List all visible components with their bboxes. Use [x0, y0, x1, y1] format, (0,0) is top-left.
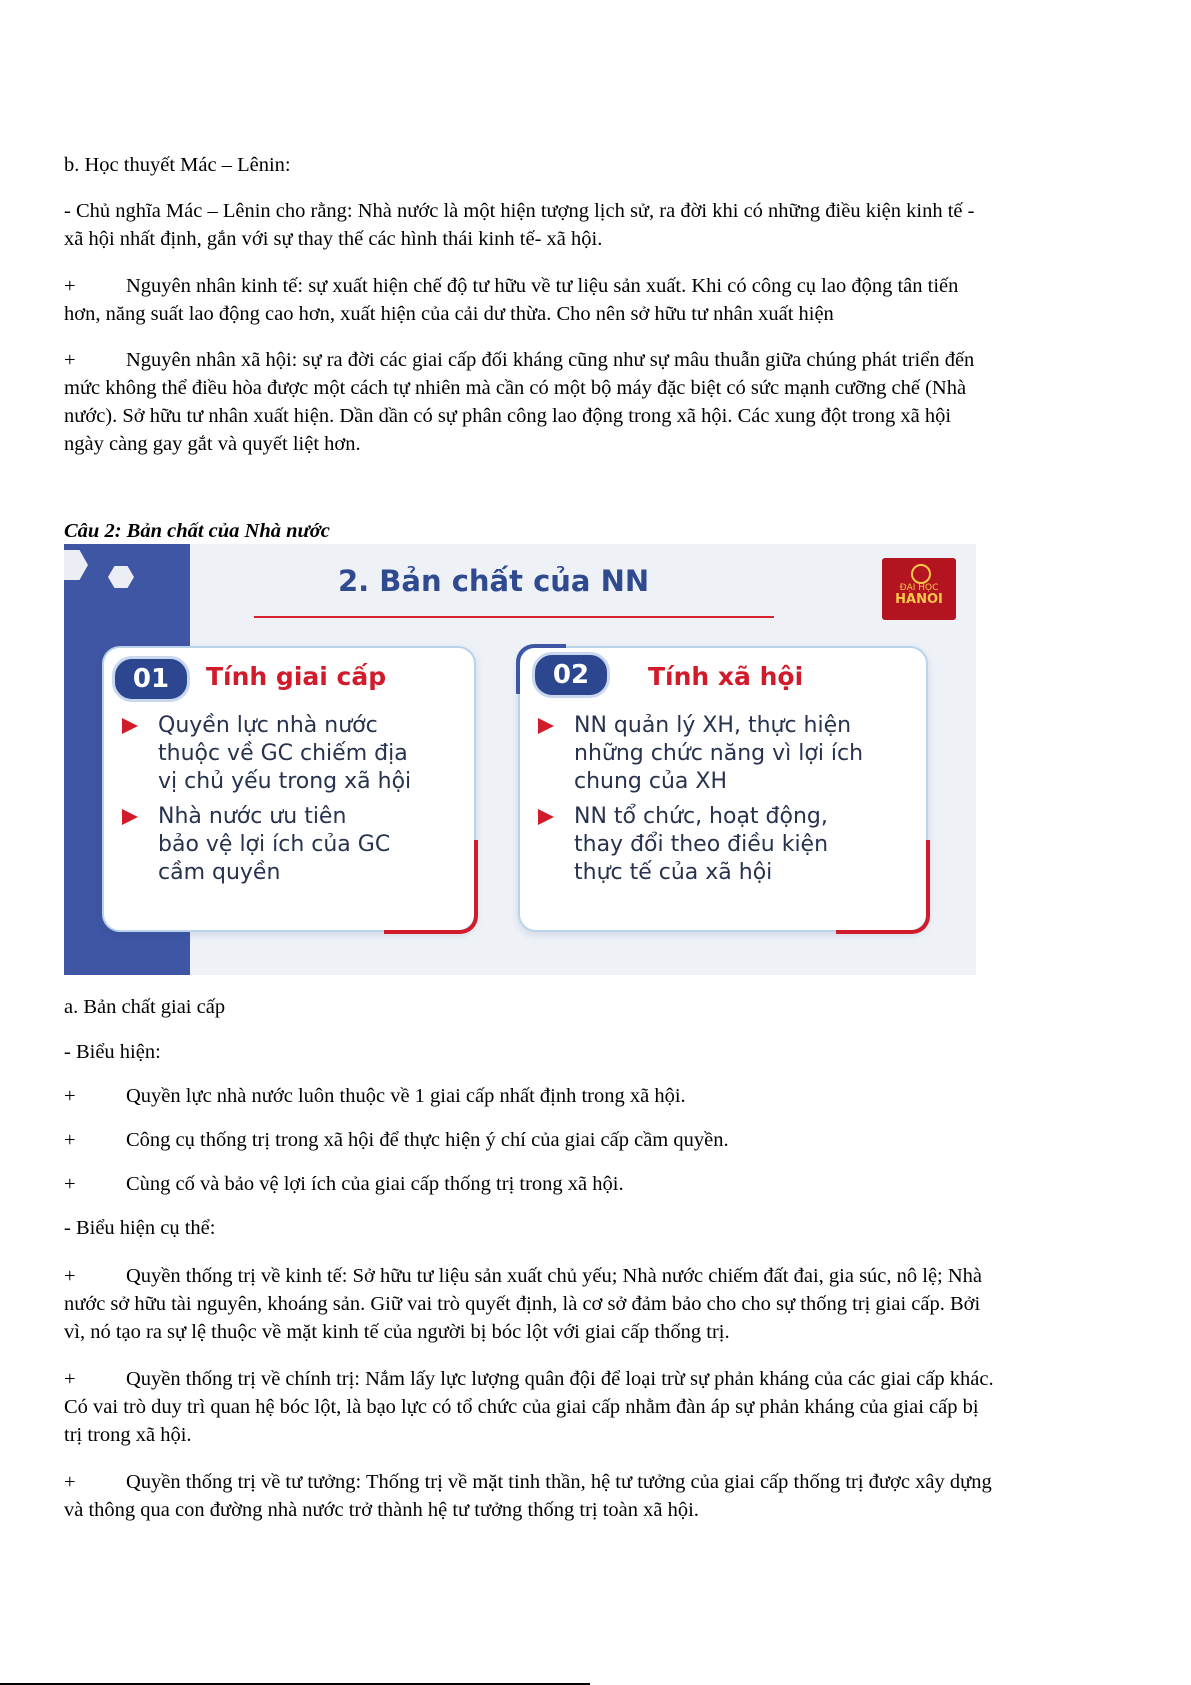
bullet-line: vị chủ yếu trong xã hội [158, 769, 412, 794]
slide-title: 2. Bản chất của NN [338, 564, 650, 598]
card-number: 02 [532, 652, 610, 698]
section-b-plus-2 [64, 346, 974, 374]
section-b-plus-1-cont: hơn, năng suất lao động cao hơn, xuất hiện của cải dư thừa. Cho nên sở hữu tư nhân xuất hiện [64, 303, 834, 325]
triangle-bullet-icon [122, 809, 138, 825]
logo-name: HANOI [895, 592, 943, 607]
section-b-plus-2-l4: ngày càng gay gắt và quyết liệt hơn. [64, 433, 361, 455]
plus-marker: + [64, 1173, 76, 1195]
question-2-heading: Câu 2: Bản chất của Nhà nước [64, 520, 330, 542]
plus-1-text: Nguyên nhân kinh tế: sự xuất hiện chế độ tư hữu về tư liệu sản xuất. Khi có công cụ lao động tân tiến [126, 275, 959, 297]
bullet-line: NN quản lý XH, thực hiện [574, 713, 852, 738]
section-a-econ-l2: nước sở hữu tài nguyên, khoáng sản. Giữ vai trò quyết định, là cơ sở đảm bảo cho cho sự thống trị giai cấp. Bởi [64, 1293, 981, 1315]
bullet-line: bảo vệ lợi ích của GC [158, 832, 391, 857]
triangle-bullet-icon [122, 718, 138, 734]
plus-marker: + [64, 1085, 76, 1107]
section-a-econ-l3: vì, nó tạo ra sự lệ thuộc về mặt kinh tế của người bị bóc lột với giai cấp thống trị. [64, 1321, 730, 1343]
bullet-line: Quyền lực nhà nước [158, 713, 378, 738]
card-title: Tính giai cấp [206, 662, 387, 691]
plus-text: Quyền thống trị về kinh tế: Sở hữu tư liệu sản xuất chủ yếu; Nhà nước chiếm đất đai, gia súc, nô lệ; Nhà [126, 1265, 983, 1287]
bullet-line: thuộc về GC chiếm địa [158, 741, 408, 766]
plus-text: Cùng cố và bảo vệ lợi ích của giai cấp thống trị trong xã hội. [126, 1173, 624, 1195]
plus-text: Công cụ thống trị trong xã hội để thực hiện ý chí của giai cấp cầm quyền. [126, 1129, 729, 1151]
card-bullet [124, 803, 444, 887]
section-a-politics-l3: trị trong xã hội. [64, 1424, 192, 1446]
plus-marker: + [64, 1471, 76, 1493]
section-a-plus-1 [64, 1082, 686, 1110]
card-number: 01 [112, 656, 190, 702]
plus-marker: + [64, 275, 76, 297]
bullet-line: Nhà nước ưu tiên [158, 804, 347, 829]
plus-marker: + [64, 349, 76, 371]
logo-small-text: ĐẠI HỌC [899, 583, 939, 593]
section-a-plus-2 [64, 1126, 729, 1154]
section-a-plus-3 [64, 1170, 624, 1198]
section-a-dash-1: - Biểu hiện: [64, 1041, 161, 1063]
bullet-line: thay đổi theo điều kiện [574, 832, 829, 857]
bullet-line: thực tế của xã hội [574, 860, 773, 885]
section-a-politics [64, 1365, 994, 1393]
section-a-dash-2: - Biểu hiện cụ thể: [64, 1217, 216, 1239]
section-b-heading: b. Học thuyết Mác – Lênin: [64, 154, 291, 176]
triangle-bullet-icon [538, 718, 554, 734]
card-bullet [124, 712, 444, 796]
plus-text: Quyền lực nhà nước luôn thuộc về 1 giai cấp nhất định trong xã hội. [126, 1085, 686, 1107]
section-b-dash-1-cont: xã hội nhất định, gắn với sự thay thế các hình thái kinh tế- xã hội. [64, 228, 603, 250]
emblem-icon [911, 564, 931, 584]
university-logo [882, 558, 956, 620]
plus-marker: + [64, 1265, 76, 1287]
section-b-plus-2-l2: mức không thể điều hòa được một cách tự nhiên mà cần có một bộ máy đặc biệt có sức mạnh cưỡng chế (Nhà [64, 377, 967, 399]
card-bullet [540, 712, 910, 796]
bullet-line: những chức năng vì lợi ích [574, 741, 864, 766]
section-a-ideology [64, 1468, 992, 1496]
section-b-plus-1 [64, 272, 958, 300]
slide-title-underline [254, 616, 774, 618]
section-a-politics-l2: Có vai trò duy trì quan hệ bóc lột, là bạo lực có tổ chức của giai cấp nhằm đàn áp sự phản kháng của giai cấp bị [64, 1396, 979, 1418]
bullet-line: NN tổ chức, hoạt động, [574, 804, 828, 829]
section-a-econ [64, 1262, 982, 1290]
section-a-heading: a. Bản chất giai cấp [64, 996, 226, 1018]
card-bullet [540, 803, 910, 887]
triangle-bullet-icon [538, 809, 554, 825]
section-b-dash-1: - Chủ nghĩa Mác – Lênin cho rằng: Nhà nước là một hiện tượng lịch sử, ra đời khi có những điều kiện kinh tế - [64, 200, 975, 222]
card-title: Tính xã hội [648, 662, 804, 691]
plus-marker: + [64, 1129, 76, 1151]
bullet-line: chung của XH [574, 769, 728, 794]
plus-text: Quyền thống trị về chính trị: Nắm lấy lực lượng quân đội để loại trừ sự phản kháng của các giai cấp khác. [126, 1368, 994, 1390]
plus-text: Quyền thống trị về tư tưởng: Thống trị về mặt tinh thần, hệ tư tưởng của giai cấp thống trị được xây dựng [126, 1471, 992, 1493]
plus-marker: + [64, 1368, 76, 1390]
plus-2-text: Nguyên nhân xã hội: sự ra đời các giai cấp đối kháng cũng như sự mâu thuẫn giữa chúng phát triển đến [126, 349, 975, 371]
card-class-nature [102, 646, 476, 932]
section-a-ideology-l2: và thông qua con đường nhà nước trở thành hệ tư tưởng thống trị toàn xã hội. [64, 1499, 699, 1521]
bullet-line: cầm quyền [158, 860, 281, 885]
slide-image [64, 544, 976, 975]
section-b-plus-2-l3: nước). Sở hữu tư nhân xuất hiện. Dần dần có sự phân công lao động trong xã hội. Các xung đột trong xã hội [64, 405, 952, 427]
card-social-nature [518, 646, 928, 932]
